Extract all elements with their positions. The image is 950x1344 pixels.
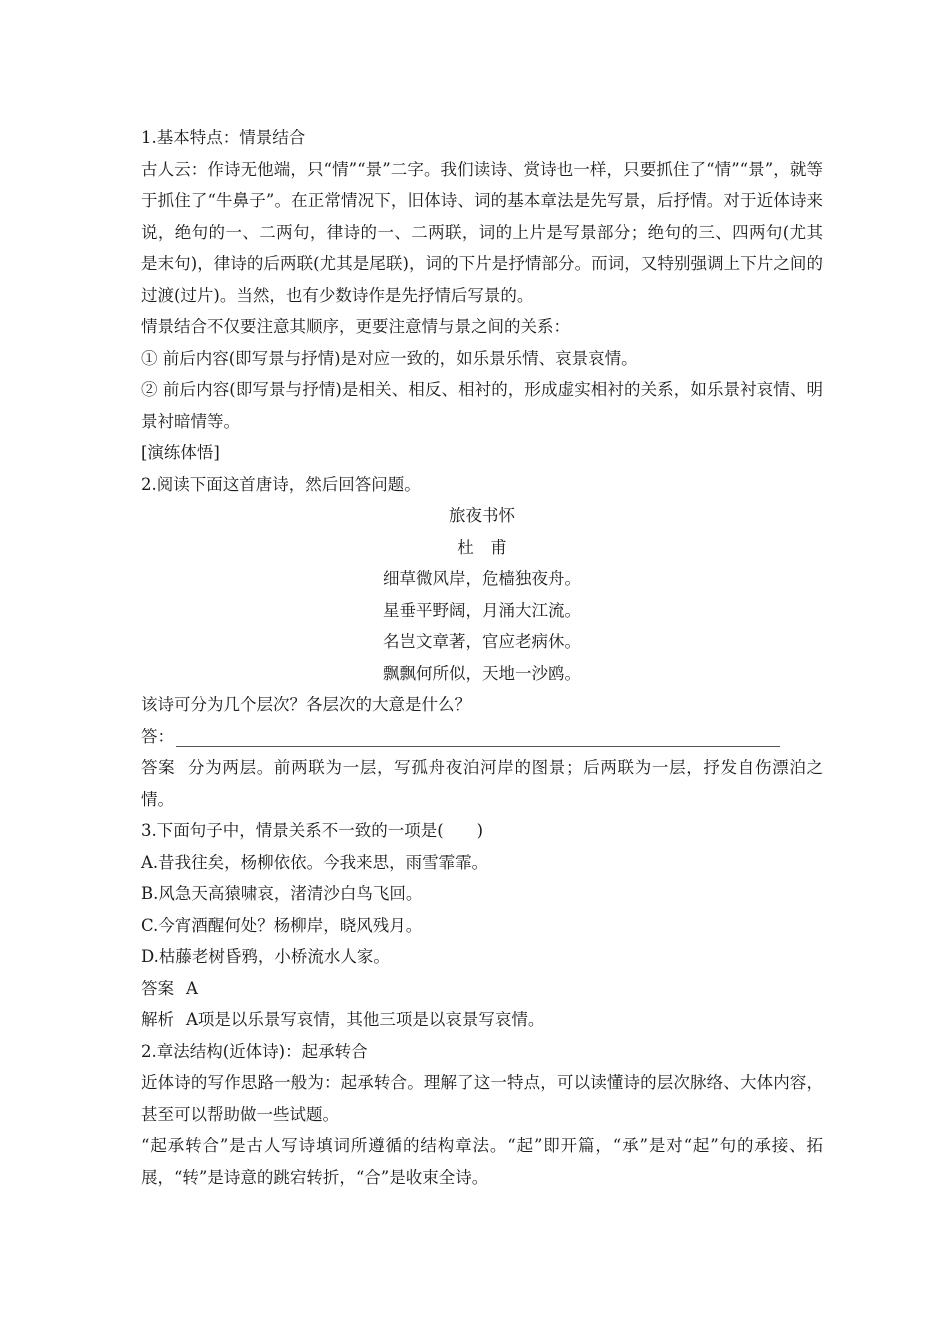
option-b: B.风急天高猿啸哀，渚清沙白鸟飞回。 [141,884,423,903]
answer-key-text: 分为两层。前两联为一层，写孤舟夜泊河岸的图景；后两联为一层，抒发自伤漂泊之情。 [141,758,824,809]
question-3-analysis [141,1004,823,1036]
question-3-prompt: 3.下面句子中，情景关系不一致的一项是( ) [141,821,484,840]
poem-line: 星垂平野阔，月涌大江流。 [383,600,581,620]
answer-blank-line[interactable] [176,746,780,747]
practice-label: [演练体悟] [141,443,220,462]
answer-key-text: A [186,978,198,998]
poem-line: 飘飘何所似，天地一沙鸥。 [383,663,581,683]
answer-key-label: 答案 [141,978,174,998]
question-2-prompt: 2.阅读下面这首唐诗，然后回答问题。 [141,474,421,494]
section2-heading: 2.章法结构(近体诗)：起承转合 [141,1041,368,1061]
poem-title: 旅夜书怀 [449,506,515,525]
answer-label: 答： [141,726,174,746]
section2-paragraph-2: “起承转合”是古人写诗填词所遵循的结构章法。“起”即开篇，“承”是对“起”句的承接、拓展，“转”是诗意的跳宕转折，“合”是收束全诗。 [141,1136,823,1187]
analysis-label: 解析 [141,1010,174,1029]
option-d: D.枯藤老树昏鸦，小桥流水人家。 [141,947,390,966]
section2-paragraph-1: 近体诗的写作思路一般为：起承转合。理解了这一特点，可以读懂诗的层次脉络、大体内容，甚至可以帮助做一些试题。 [141,1073,823,1124]
section1-heading: 1.基本特点：情景结合 [141,128,306,147]
option-c: C.今宵酒醒何处？杨柳岸，晓风残月。 [141,915,423,935]
poem-line: 名岂文章著，官应老病休。 [383,632,581,651]
poem-author: 杜 甫 [457,537,507,557]
answer-key-label: 答案 [141,758,176,777]
poem-line: 细草微风岸，危樯独夜舟。 [383,569,581,588]
option-a: A.昔我往矣，杨柳依依。今我来思，雨雪霏霏。 [141,852,489,872]
section1-paragraph-1: 古人云：作诗无他端，只“情”“景”二字。我们读诗、赏诗也一样，只要抓住了“情”“景”，就等于抓住了“牛鼻子”。在正常情况下，旧体诗、词的基本章法是先写景，后抒情。对于近体诗来说，绝句的一、二两句，律诗的一、二两联，词的上片是写景部分；绝句的三、四两句(尤其是末句)，律诗的后两联(尤其是尾联)，词的下片是抒情部分。而词，又特别强调上下片之间的过渡(过片)。当然，也有少数诗作是先抒情后写景的。 [141,159,823,305]
question-2-answer-key [141,752,823,815]
answer-blank-row [141,721,823,753]
question-3-answer-key [141,973,823,1005]
question-2-text: 该诗可分为几个层次？各层次的大意是什么？ [141,695,471,714]
section1-point-1: ① 前后内容(即写景与抒情)是对应一致的，如乐景乐情、哀景哀情。 [141,348,638,368]
analysis-text: A项是以乐景写哀情，其他三项是以哀景写哀情。 [186,1010,545,1029]
section1-paragraph-2: 情景结合不仅要注意其顺序，更要注意情与景之间的关系： [141,317,570,336]
section1-point-2: ② 前后内容(即写景与抒情)是相关、相反、相衬的，形成虚实相衬的关系，如乐景衬哀情、明景衬暗情等。 [141,380,823,431]
document-body [141,122,823,1193]
